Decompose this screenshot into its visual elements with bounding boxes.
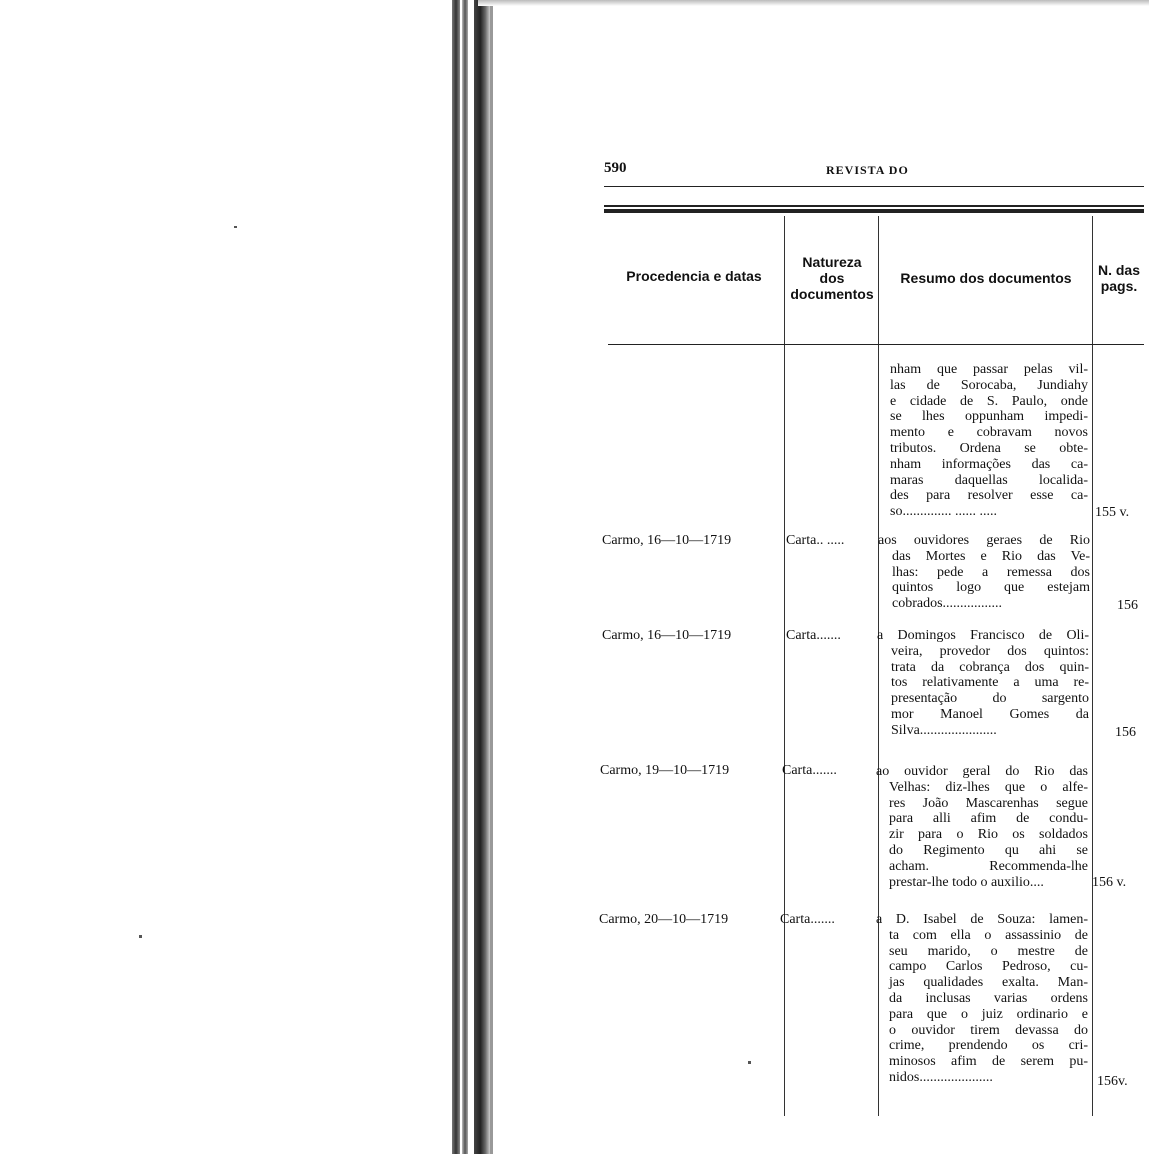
- table-row-page: 156v.: [1097, 1074, 1128, 1089]
- header-natureza: [786, 254, 878, 302]
- summary-line: se lhes oppunham impedi-: [890, 409, 1088, 425]
- table-row-summary: [890, 362, 1088, 520]
- running-title: REVISTA DO: [826, 163, 909, 177]
- table-row-nature: Carta.......: [786, 628, 841, 643]
- summary-line: acham. Recommenda-lhe: [889, 858, 1088, 874]
- table-row-nature: Carta.......: [780, 912, 835, 927]
- table-row-nature: Carta.......: [782, 763, 837, 778]
- table-row-date: Carmo, 20—10—1719: [599, 912, 729, 927]
- table-row-page: 156: [1115, 725, 1136, 740]
- header-natureza-line: documentos: [790, 286, 874, 302]
- table-row-page: 156: [1117, 598, 1138, 613]
- scan-speck: [139, 935, 142, 938]
- summary-line: res João Mascarenhas segue: [889, 795, 1088, 811]
- summary-line: a D. Isabel de Souza: lamen-: [876, 912, 1088, 927]
- summary-line: mento e cobravam novos: [890, 425, 1088, 441]
- summary-line: jas qualidades exalta. Man-: [889, 975, 1088, 991]
- summary-line: quintos logo que estejam: [892, 580, 1090, 596]
- scan-speck: [748, 1061, 751, 1064]
- page-gutter-shadow: [462, 0, 468, 1154]
- summary-line: cobrados.................: [892, 596, 1003, 612]
- column-divider: [1092, 216, 1093, 1116]
- summary-line: nidos.....................: [889, 1069, 993, 1085]
- summary-line: ao ouvidor geral do Rio das: [876, 764, 1088, 779]
- summary-line: nham informações das ca-: [890, 456, 1088, 472]
- summary-line: das Mortes e Rio das Ve-: [892, 548, 1090, 564]
- page-top-shade: [478, 0, 1149, 6]
- summary-line: a Domingos Francisco de Oli-: [877, 628, 1089, 643]
- header-natureza-line: dos: [819, 270, 845, 286]
- summary-line: seu marido, o mestre de: [889, 943, 1088, 959]
- column-divider: [784, 216, 785, 1116]
- table-top-rule: [604, 205, 1144, 207]
- table-row-date: Carmo, 16—10—1719: [602, 628, 732, 643]
- table-row-summary: [876, 764, 1088, 890]
- summary-line: nham que passar pelas vil-: [890, 362, 1088, 377]
- summary-line: mor Manoel Gomes da: [891, 706, 1089, 722]
- summary-line: para que o juiz ordinario e: [889, 1006, 1088, 1022]
- summary-line: tos relativamente a uma re-: [891, 675, 1089, 691]
- summary-line: so.............. ...... .....: [890, 504, 997, 520]
- summary-line: ta com ella o assassinio de: [889, 927, 1088, 943]
- table-row-page: 155 v.: [1095, 505, 1130, 520]
- header-rule: [604, 186, 1144, 187]
- header-procedencia: Procedencia e datas: [626, 268, 762, 284]
- summary-line: da inclusas varias ordens: [889, 990, 1088, 1006]
- summary-line: lhas: pede a remessa dos: [892, 564, 1090, 580]
- table-row-summary: [878, 533, 1090, 612]
- scan-speck: [234, 226, 237, 228]
- summary-line: e cidade de S. Paulo, onde: [890, 393, 1088, 409]
- summary-line: veira, provedor dos quintos:: [891, 643, 1089, 659]
- header-paginas: [1094, 262, 1144, 294]
- summary-line: des para resolver esse ca-: [890, 488, 1088, 504]
- page-number: 590: [604, 160, 627, 176]
- table-row-date: Carmo, 16—10—1719: [602, 533, 732, 548]
- summary-line: aos ouvidores geraes de Rio: [878, 533, 1090, 548]
- table-row-nature: Carta.. .....: [786, 533, 845, 548]
- page-gutter-shadow: [474, 0, 490, 1154]
- summary-line: crime, prendendo os cri-: [889, 1038, 1088, 1054]
- summary-line: zir para o Rio os soldados: [889, 827, 1088, 843]
- summary-line: las de Sorocaba, Jundiahy: [890, 377, 1088, 393]
- table-row-page: 156 v.: [1092, 875, 1127, 890]
- summary-line: para alli afim de condu-: [889, 811, 1088, 827]
- summary-line: presentação do sargento: [891, 691, 1089, 707]
- header-resumo: Resumo dos documentos: [900, 270, 1072, 286]
- page-gutter-shadow: [490, 0, 493, 1154]
- header-natureza-line: Natureza: [802, 254, 862, 270]
- summary-line: prestar-lhe todo o auxilio....: [889, 874, 1044, 890]
- summary-line: minosos afim de serem pu-: [889, 1054, 1088, 1070]
- table-row-summary: [876, 912, 1088, 1086]
- summary-line: maras daquellas localida-: [890, 472, 1088, 488]
- summary-line: o ouvidor tirem devassa do: [889, 1022, 1088, 1038]
- header-bottom-rule: [608, 344, 1144, 345]
- summary-line: campo Carlos Pedroso, cu-: [889, 959, 1088, 975]
- summary-line: do Regimento qu ahi se: [889, 842, 1088, 858]
- summary-line: Velhas: diz-lhes que o alfe-: [889, 779, 1088, 795]
- table-top-rule: [604, 209, 1144, 213]
- page-gutter-shadow: [452, 0, 460, 1154]
- header-paginas-line: pags.: [1100, 278, 1138, 294]
- header-paginas-line: N. das: [1097, 262, 1140, 278]
- summary-line: trata da cobrança dos quin-: [891, 659, 1089, 675]
- table-row-summary: [877, 628, 1089, 739]
- table-row-date: Carmo, 19—10—1719: [600, 763, 730, 778]
- summary-line: tributos. Ordena se obte-: [890, 440, 1088, 456]
- summary-line: Silva......................: [891, 722, 997, 738]
